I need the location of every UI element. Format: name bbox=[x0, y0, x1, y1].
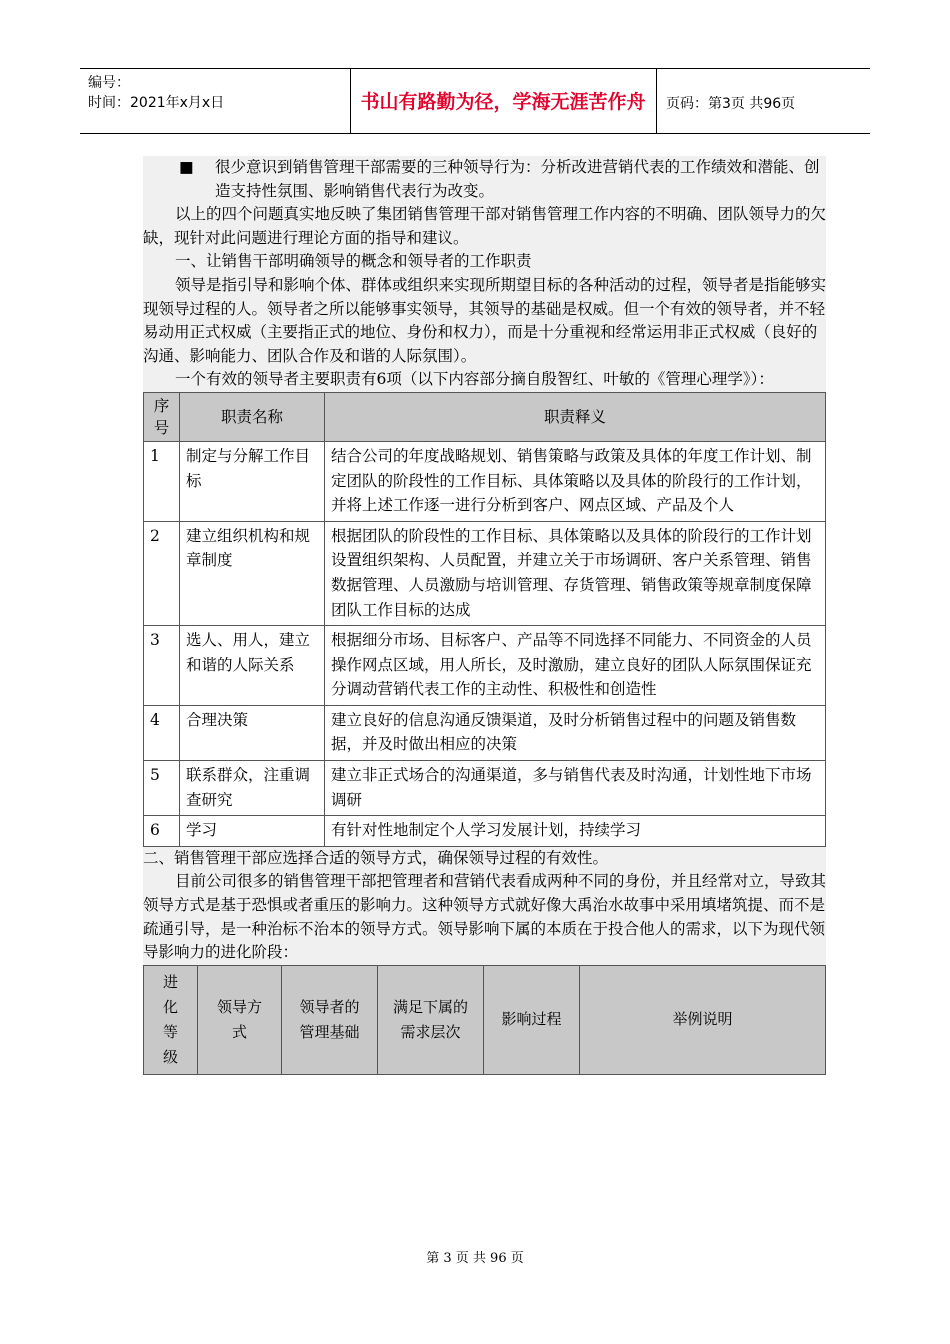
header-meta bbox=[88, 73, 288, 113]
table-cell: 有针对性地制定个人学习发展计划，持续学习 bbox=[325, 816, 826, 847]
table-cell: 1 bbox=[144, 441, 180, 521]
table-row bbox=[144, 521, 826, 625]
table-header-cell: 职责释义 bbox=[325, 392, 826, 441]
table-cell: 合理决策 bbox=[180, 705, 325, 760]
header-motto: 书山有路勤为径，学海无涯苦作舟 bbox=[360, 91, 646, 113]
table-cell: 学习 bbox=[180, 816, 325, 847]
table-cell: 建立良好的信息沟通反馈渠道，及时分析销售过程中的问题及销售数据，并及时做出相应的决策 bbox=[325, 705, 826, 760]
table-cell: 结合公司的年度战略规划、销售策略与政策及具体的年度工作计划、制定团队的阶段性的工作目标、具体策略以及具体的阶段行的工作计划，并将上述工作逐一进行分析到客户、网点区域、产品及个人 bbox=[325, 441, 826, 521]
table-cell: 4 bbox=[144, 705, 180, 760]
influence-stages-table bbox=[143, 965, 826, 1075]
number-label: 编号： bbox=[88, 75, 130, 91]
table-cell: 根据细分市场、目标客户、产品等不同选择不同能力、不同资金的人员操作网点区域，用人所长，及时激励，建立良好的团队人际氛围保证充分调动营销代表工作的主动性、积极性和创造性 bbox=[325, 626, 826, 706]
paragraph: 以上的四个问题真实地反映了集团销售管理干部对销售管理工作内容的不明确、团队领导力的欠缺，现针对此问题进行理论方面的指导和建议。 bbox=[143, 203, 826, 250]
header-page-label: 页码：第3页 共96页 bbox=[666, 96, 796, 112]
header-divider bbox=[656, 69, 657, 133]
table-row bbox=[144, 761, 826, 816]
page-footer: 第 3 页 共 96 页 bbox=[426, 1251, 524, 1266]
table-cell: 建立非正式场合的沟通渠道，多与销售代表及时沟通，计划性地下市场调研 bbox=[325, 761, 826, 816]
table-row bbox=[144, 816, 826, 847]
table-cell: 制定与分解工作目标 bbox=[180, 441, 325, 521]
paragraph: 一个有效的领导者主要职责有6项（以下内容部分摘自殷智红、叶敏的《管理心理学》）： bbox=[143, 368, 826, 392]
table-cell: 联系群众，注重调查研究 bbox=[180, 761, 325, 816]
section-heading: 二、销售管理干部应选择合适的领导方式，确保领导过程的有效性。 bbox=[143, 847, 826, 871]
table-header-row bbox=[144, 965, 826, 1074]
table-cell: 2 bbox=[144, 521, 180, 625]
table-header-cell: 领导者的管理基础 bbox=[282, 965, 378, 1074]
table-header-cell: 职责名称 bbox=[180, 392, 325, 441]
table-header-cell: 影响过程 bbox=[484, 965, 580, 1074]
table-header-cell: 举例说明 bbox=[580, 965, 826, 1074]
table-header-cell: 序号 bbox=[144, 392, 180, 441]
duties-table bbox=[143, 392, 826, 847]
table-cell: 根据团队的阶段性的工作目标、具体策略以及具体的阶段行的工作计划设置组织架构、人员配置，并建立关于市场调研、客户关系管理、销售数据管理、人员激励与培训管理、存货管理、销售政策等规章制度保障团队工作目标的达成 bbox=[325, 521, 826, 625]
document-body bbox=[143, 156, 826, 1075]
table-header-cell: 领导方式 bbox=[198, 965, 282, 1074]
time-label: 时间：2021年x月x日 bbox=[88, 95, 225, 111]
table-cell: 建立组织机构和规章制度 bbox=[180, 521, 325, 625]
table-header-cell: 进化等级 bbox=[144, 965, 198, 1074]
bullet-paragraph: ■ 很少意识到销售管理干部需要的三种领导行为：分析改进营销代表的工作绩效和潜能、创造支持性氛围、影响销售代表行为改变。 bbox=[143, 156, 826, 203]
table-row bbox=[144, 626, 826, 706]
table-header-cell: 满足下属的需求层次 bbox=[378, 965, 484, 1074]
square-bullet-icon: ■ bbox=[179, 158, 194, 176]
paragraph: 目前公司很多的销售管理干部把管理者和营销代表看成两种不同的身份，并且经常对立，导致其领导方式是基于恐惧或者重压的影响力。这种领导方式就好像大禹治水故事中采用填堵筑提、而不是疏通引导，是一种治标不治本的领导方式。领导影响下属的本质在于投合他人的需求，以下为现代领导影响力的进化阶段： bbox=[143, 870, 826, 964]
table-cell: 5 bbox=[144, 761, 180, 816]
table-header-row bbox=[144, 392, 826, 441]
table-row bbox=[144, 441, 826, 521]
table-cell: 6 bbox=[144, 816, 180, 847]
section-heading: 一、让销售干部明确领导的概念和领导者的工作职责 bbox=[143, 250, 826, 274]
page-header bbox=[80, 68, 870, 134]
paragraph: 领导是指引导和影响个体、群体或组织来实现所期望目标的各种活动的过程，领导者是指能够实现领导过程的人。领导者之所以能够事实领导，其领导的基础是权威。但一个有效的领导者，并不轻易动用正式权威（主要指正式的地位、身份和权力），而是十分重视和经常运用非正式权威（良好的沟通、影响能力、团队合作及和谐的人际氛围）。 bbox=[143, 274, 826, 368]
table-cell: 3 bbox=[144, 626, 180, 706]
table-cell: 选人、用人，建立和谐的人际关系 bbox=[180, 626, 325, 706]
table-row bbox=[144, 705, 826, 760]
